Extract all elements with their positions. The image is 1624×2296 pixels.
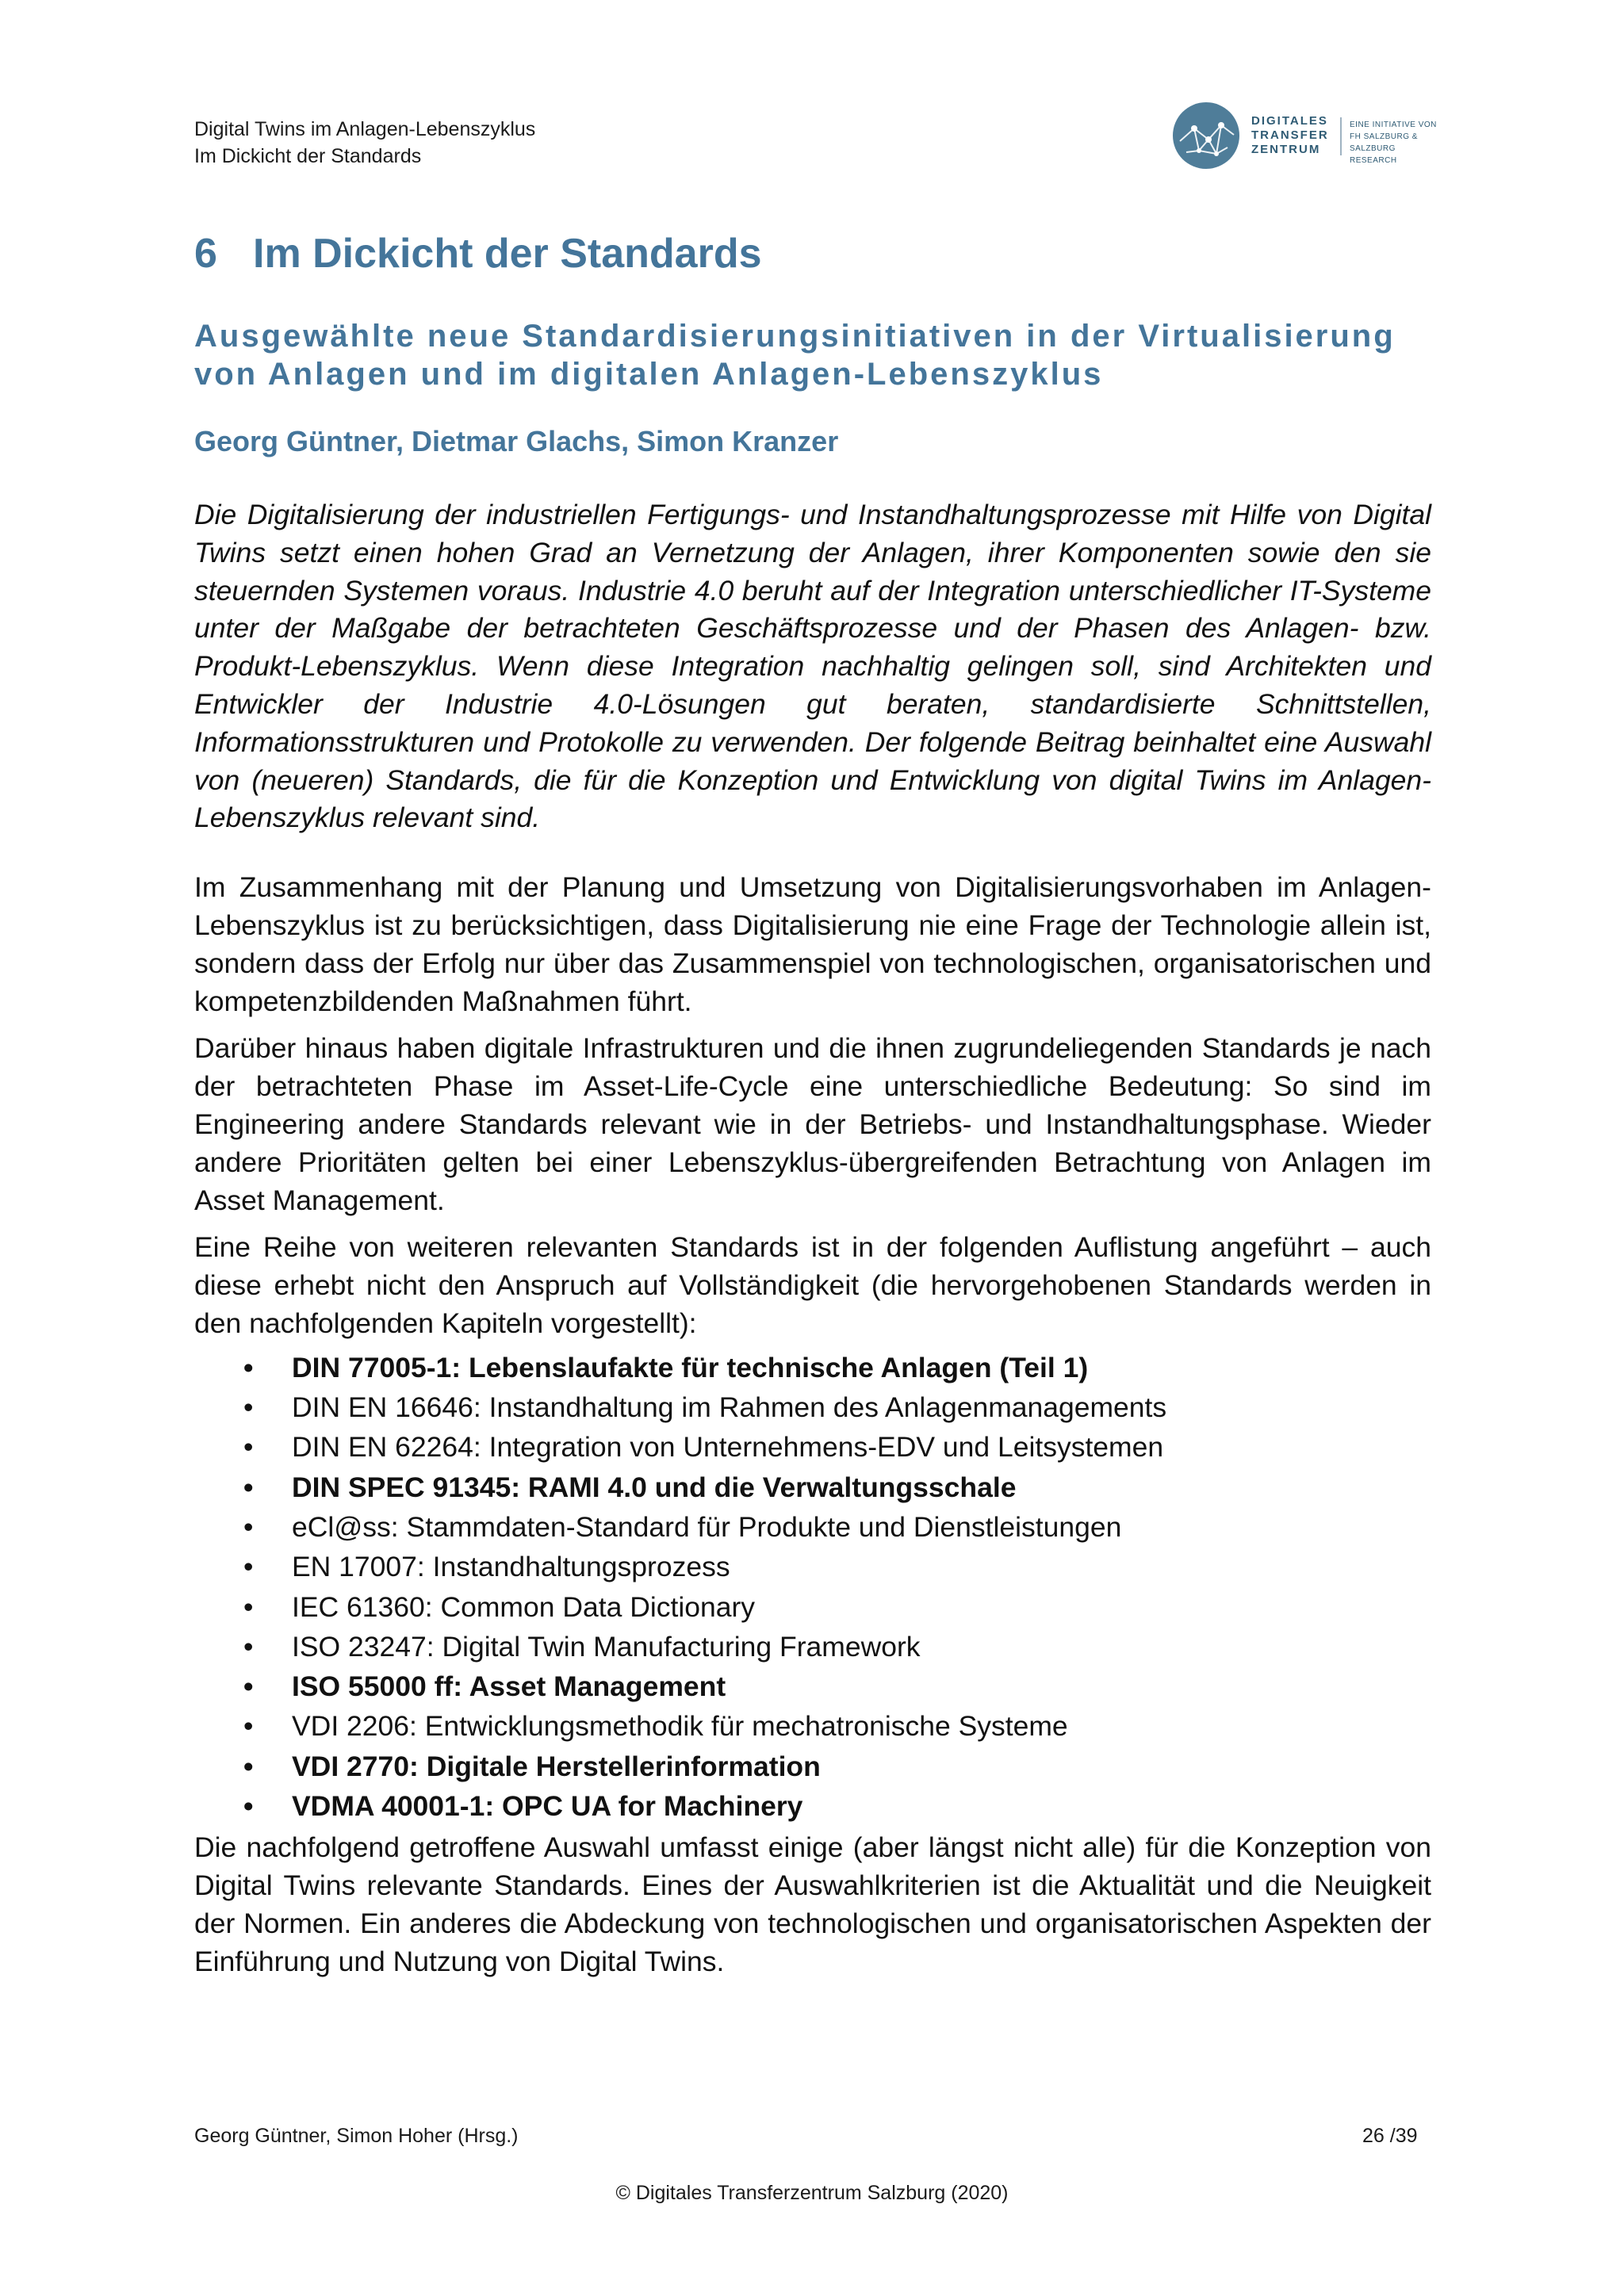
copyright: © Digitales Transferzentrum Salzburg (2020) bbox=[615, 2182, 1009, 2204]
list-item: • EN 17007: Instandhaltungsprozess bbox=[194, 1547, 1431, 1586]
footer-editors: Georg Güntner, Simon Hoher (Hrsg.) bbox=[194, 2125, 519, 2147]
closing-paragraph: Die nachfolgend getroffene Auswahl umfasst einige (aber längst nicht alle) für die Konzeption von Digital Twins relevante Standards. Eines der Auswahlkriterien ist die Aktualität und die Neuigkeit der Normen. Ein anderes die Abdeckung von technologischen und organisatorischen Aspekten der Einführung und Nutzung von Digital Twins. bbox=[194, 1831, 1431, 1977]
list-item: • DIN EN 16646: Instandhaltung im Rahmen des Anlagenmanagements bbox=[194, 1387, 1431, 1427]
list-item: • VDMA 40001-1: OPC UA for Machinery bbox=[194, 1786, 1431, 1826]
running-header-line-2: Im Dickicht der Standards bbox=[194, 145, 422, 167]
authors: Georg Güntner, Dietmar Glachs, Simon Kranzer bbox=[194, 425, 839, 457]
abstract: Die Digitalisierung der industriellen Fertigungs- und Instandhaltungsprozesse mit Hilfe von Digital Twins setzt einen hohen Grad an Vernetzung der Anlagen, ihrer Komponenten sowie den sie steuernden Systemen voraus. Industrie 4.0 beruht auf der Integration unterschiedlicher IT-Systeme unter der Maßgabe der betrachteten Geschäftsprozesse und der Phasen des Anlagen- bzw. Produkt-Lebenszyklus. Wenn diese Integration nachhaltig gelingen soll, sind Architekten und Entwickler der Industrie 4.0-Lösungen gut beraten, standardisierte Schnittstellen, Informationsstrukturen und Protokolle zu verwenden. Der folgende Beitrag beinhaltet eine Auswahl von (neueren) Standards, die für die Konzeption und Entwicklung von digital Twins im Anlagen-Lebenszyklus relevant sind. bbox=[194, 499, 1431, 834]
dtz-logo bbox=[1172, 101, 1442, 173]
running-header-line-1: Digital Twins im Anlagen-Lebenszyklus bbox=[194, 118, 536, 140]
running-header bbox=[194, 116, 535, 170]
page-number: 26 /39 bbox=[1362, 2125, 1418, 2147]
list-item: • VDI 2206: Entwicklungsmethodik für mechatronische Systeme bbox=[194, 1706, 1431, 1746]
logo-divider bbox=[1340, 117, 1342, 155]
body-text bbox=[194, 496, 1431, 1980]
paragraph-3: Eine Reihe von weiteren relevanten Standards ist in der folgenden Auflistung angeführt – auch diese erhebt nicht den Anspruch auf Vollständigkeit (die hervorgehobenen Standards werden in den nachfolgenden Kapiteln vorgestellt): bbox=[194, 1231, 1431, 1339]
list-item: • ISO 23247: Digital Twin Manufacturing Framework bbox=[194, 1627, 1431, 1667]
logo-wordmark: DIGITALES TRANSFER ZENTRUM bbox=[1251, 114, 1329, 156]
list-item: • DIN 77005-1: Lebenslaufakte für technische Anlagen (Teil 1) bbox=[194, 1348, 1431, 1387]
list-item: • DIN SPEC 91345: RAMI 4.0 und die Verwaltungsschale bbox=[194, 1468, 1431, 1507]
list-item: • VDI 2770: Digitale Herstellerinformation bbox=[194, 1747, 1431, 1786]
list-item: • eCl@ss: Stammdaten-Standard für Produkte und Dienstleistungen bbox=[194, 1507, 1431, 1547]
chapter-title: Im Dickicht der Standards bbox=[253, 231, 762, 277]
paragraph-2: Darüber hinaus haben digitale Infrastrukturen und die ihnen zugrundeliegenden Standards je nach der betrachteten Phase im Asset-Life-Cycle eine unterschiedliche Bedeutung: So sind im Engineering andere Standards relevant wie in der Betriebs- und Instandhaltungsphase. Wieder andere Prioritäten gelten bei einer Lebenszyklus-übergreifenden Betrachtung von Anlagen im Asset Management. bbox=[194, 1032, 1431, 1216]
network-globe-icon bbox=[1172, 101, 1240, 170]
paragraph-1: Im Zusammenhang mit der Planung und Umsetzung von Digitalisierungsvorhaben im Anlagen-Lebenszyklus ist zu berücksichtigen, dass Digitalisierung nie eine Frage der Technologie allein ist, sondern dass der Erfolg nur über das Zusammenspiel von technologischen, organisatorischen und kompetenzbildenden Maßnahmen führt. bbox=[194, 871, 1431, 1017]
logo-initiative-note: EINE INITIATIVE VON FH SALZBURG & SALZBURG RESEARCH bbox=[1350, 121, 1437, 165]
subtitle-line-2: von Anlagen und im digitalen Anlagen-Lebenszyklus bbox=[194, 357, 1104, 392]
list-item: • DIN EN 62264: Integration von Unternehmens-EDV und Leitsystemen bbox=[194, 1427, 1431, 1467]
list-item: • ISO 55000 ff: Asset Management bbox=[194, 1667, 1431, 1706]
subtitle-line-1: Ausgewählte neue Standardisierungsinitiativen in der Virtualisierung bbox=[194, 319, 1396, 354]
standards-list bbox=[194, 1348, 1431, 1827]
chapter-number: 6 bbox=[194, 231, 217, 277]
chapter-heading bbox=[194, 230, 762, 277]
chapter-subtitle bbox=[194, 317, 1463, 393]
list-item: • IEC 61360: Common Data Dictionary bbox=[194, 1587, 1431, 1627]
